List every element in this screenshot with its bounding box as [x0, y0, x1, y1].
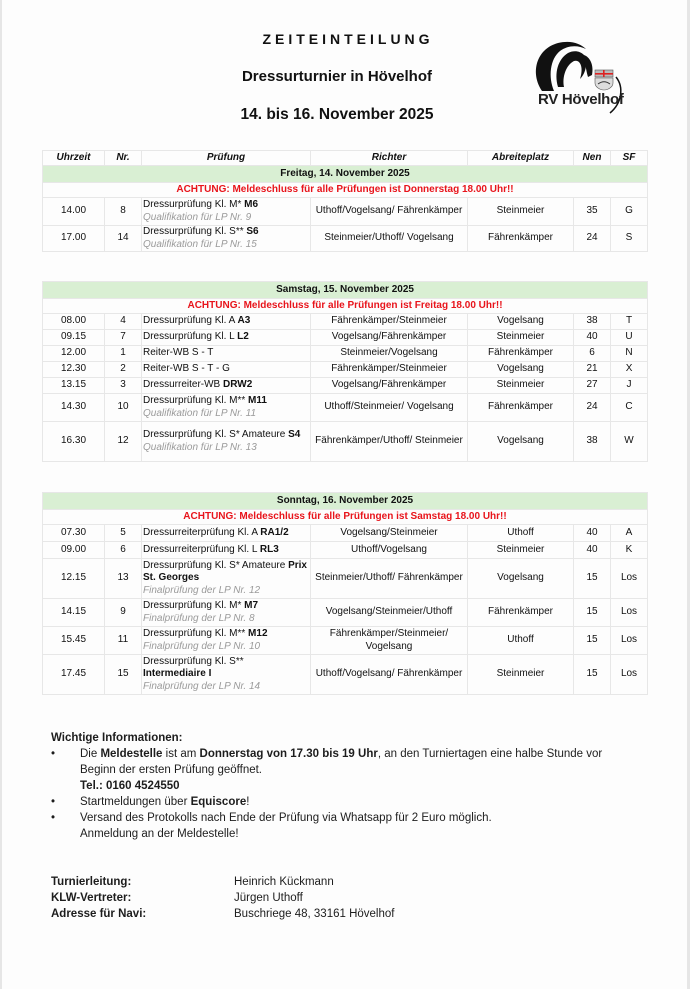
cell-richter: Uthoff/Steinmeier/ Vogelsang [311, 394, 468, 422]
cell-sf: T [611, 314, 648, 330]
cell-pruefung: Dressurprüfung Kl. A A3 [142, 314, 311, 330]
table-row [43, 422, 648, 462]
cell-abreiteplatz: Steinmeier [468, 542, 574, 559]
table-header-row [43, 151, 648, 166]
cell-abreiteplatz: Fährenkämper [468, 599, 574, 627]
cell-time: 12.00 [43, 346, 105, 362]
cell-abreiteplatz: Steinmeier [468, 198, 574, 226]
cell-pruefung: Dressurprüfung Kl. S** Intermediaire I Finalprüfung der LP Nr. 14 [142, 655, 311, 695]
page-title: ZEITEINTEILUNG [262, 31, 434, 47]
cell-nr: 11 [105, 627, 142, 655]
contact-row: Turnierleitung: Heinrich Kückmann [51, 876, 334, 888]
cell-nr: 15 [105, 655, 142, 695]
cell-time: 07.30 [43, 525, 105, 542]
cell-time: 08.00 [43, 314, 105, 330]
table-row [43, 330, 648, 346]
cell-sf: S [611, 226, 648, 252]
cell-sf: W [611, 422, 648, 462]
schedule-table-sunday [42, 492, 648, 695]
cell-richter: Vogelsang/Steinmeier/Uthoff [311, 599, 468, 627]
cell-nen: 27 [574, 378, 611, 394]
cell-time: 14.30 [43, 394, 105, 422]
logo-text: RV Hövelhof [538, 91, 624, 108]
cell-nr: 1 [105, 346, 142, 362]
cell-nr: 9 [105, 599, 142, 627]
cell-richter: Fährenkämper/Uthoff/ Steinmeier [311, 422, 468, 462]
cell-nr: 8 [105, 198, 142, 226]
cell-time: 14.15 [43, 599, 105, 627]
cell-abreiteplatz: Uthoff [468, 525, 574, 542]
table-row [43, 655, 648, 695]
table-row [43, 226, 648, 252]
cell-sf: Los [611, 599, 648, 627]
cell-sf: K [611, 542, 648, 559]
event-subtitle: Dressurturnier in Hövelhof [241, 68, 433, 85]
cell-pruefung: Dressurreiter-WB DRW2 [142, 378, 311, 394]
cell-sf: Los [611, 559, 648, 599]
cell-time: 14.00 [43, 198, 105, 226]
col-header-sf: SF [611, 151, 648, 166]
cell-sf: Los [611, 627, 648, 655]
deadline-warning: ACHTUNG: Meldeschluss für alle Prüfungen ist Freitag 18.00 Uhr!! [43, 299, 648, 314]
cell-nr: 3 [105, 378, 142, 394]
cell-nen: 15 [574, 599, 611, 627]
cell-pruefung: Reiter-WB S - T [142, 346, 311, 362]
cell-time: 17.00 [43, 226, 105, 252]
deadline-warning: ACHTUNG: Meldeschluss für alle Prüfungen ist Donnerstag 18.00 Uhr!! [43, 183, 648, 198]
cell-richter: Vogelsang/Fährenkämper [311, 330, 468, 346]
cell-richter: Fährenkämper/Steinmeier [311, 362, 468, 378]
cell-nen: 15 [574, 627, 611, 655]
deadline-warning: ACHTUNG: Meldeschluss für alle Prüfungen ist Samstag 18.00 Uhr!! [43, 510, 648, 525]
cell-abreiteplatz: Steinmeier [468, 655, 574, 695]
cell-richter: Uthoff/Vogelsang/ Fährenkämper [311, 655, 468, 695]
cell-nr: 2 [105, 362, 142, 378]
cell-richter: Steinmeier/Uthoff/ Fährenkämper [311, 559, 468, 599]
cell-nen: 21 [574, 362, 611, 378]
bullet-icon: • [51, 796, 56, 808]
cell-nr: 12 [105, 422, 142, 462]
cell-sf: J [611, 378, 648, 394]
cell-richter: Vogelsang/Steinmeier [311, 525, 468, 542]
table-row [43, 525, 648, 542]
cell-sf: X [611, 362, 648, 378]
cell-pruefung: Dressurprüfung Kl. M* M6 Qualifikation für LP Nr. 9 [142, 198, 311, 226]
table-row [43, 394, 648, 422]
cell-time: 12.30 [43, 362, 105, 378]
cell-nen: 24 [574, 226, 611, 252]
table-row [43, 198, 648, 226]
cell-nr: 4 [105, 314, 142, 330]
cell-nen: 40 [574, 525, 611, 542]
day-header: Samstag, 15. November 2025 [43, 282, 648, 299]
cell-abreiteplatz: Uthoff [468, 627, 574, 655]
cell-sf: A [611, 525, 648, 542]
contact-row: KLW-Vertreter: Jürgen Uthoff [51, 892, 303, 904]
day-header: Sonntag, 16. November 2025 [43, 493, 648, 510]
table-row [43, 542, 648, 559]
cell-pruefung: Dressurreiterprüfung Kl. L RL3 [142, 542, 311, 559]
cell-abreiteplatz: Vogelsang [468, 559, 574, 599]
cell-nen: 38 [574, 422, 611, 462]
cell-nr: 13 [105, 559, 142, 599]
cell-richter: Steinmeier/Uthoff/ Vogelsang [311, 226, 468, 252]
table-row [43, 362, 648, 378]
col-header-richter: Richter [311, 151, 468, 166]
cell-nen: 15 [574, 559, 611, 599]
info-item-startmeldungen: • Startmeldungen über Equiscore! [51, 796, 250, 808]
cell-sf: N [611, 346, 648, 362]
table-row [43, 378, 648, 394]
table-row [43, 346, 648, 362]
cell-sf: C [611, 394, 648, 422]
col-header-pruefung: Prüfung [142, 151, 311, 166]
cell-time: 15.45 [43, 627, 105, 655]
cell-nr: 6 [105, 542, 142, 559]
schedule-table-saturday [42, 281, 648, 462]
cell-richter: Fährenkämper/Steinmeier/ Vogelsang [311, 627, 468, 655]
cell-abreiteplatz: Vogelsang [468, 362, 574, 378]
cell-abreiteplatz: Fährenkämper [468, 346, 574, 362]
cell-pruefung: Reiter-WB S - T - G [142, 362, 311, 378]
cell-nen: 38 [574, 314, 611, 330]
bullet-icon: • [51, 812, 56, 824]
important-info [51, 730, 640, 842]
cell-pruefung: Dressurprüfung Kl. S* Amateure Prix St. Georges Finalprüfung der LP Nr. 12 [142, 559, 311, 599]
cell-nr: 10 [105, 394, 142, 422]
info-heading: Wichtige Informationen: [51, 732, 183, 744]
cell-abreiteplatz: Vogelsang [468, 422, 574, 462]
info-item-protokoll: • Versand des Protokolls nach Ende der Prüfung via Whatsapp für 2 Euro möglich. Anmeldung an der Meldestelle! [51, 812, 492, 840]
event-dates: 14. bis 16. November 2025 [240, 106, 434, 123]
cell-pruefung: Dressurprüfung Kl. L L2 [142, 330, 311, 346]
cell-nen: 24 [574, 394, 611, 422]
col-header-uhrzeit: Uhrzeit [43, 151, 105, 166]
cell-nen: 15 [574, 655, 611, 695]
col-header-nen: Nen [574, 151, 611, 166]
cell-time: 12.15 [43, 559, 105, 599]
cell-time: 09.00 [43, 542, 105, 559]
cell-nen: 35 [574, 198, 611, 226]
cell-time: 13.15 [43, 378, 105, 394]
cell-nen: 40 [574, 542, 611, 559]
phone-number: Tel.: 0160 4524550 [80, 780, 180, 792]
cell-sf: Los [611, 655, 648, 695]
cell-nr: 7 [105, 330, 142, 346]
cell-abreiteplatz: Fährenkämper [468, 394, 574, 422]
table-row [43, 599, 648, 627]
cell-richter: Vogelsang/Fährenkämper [311, 378, 468, 394]
cell-abreiteplatz: Steinmeier [468, 378, 574, 394]
cell-pruefung: Dressurprüfung Kl. S** S6 Qualifikation für LP Nr. 15 [142, 226, 311, 252]
cell-pruefung: Dressurprüfung Kl. M** M11 Qualifikation für LP Nr. 11 [142, 394, 311, 422]
cell-richter: Uthoff/Vogelsang/ Fährenkämper [311, 198, 468, 226]
table-row [43, 559, 648, 599]
contact-info [51, 874, 394, 922]
schedule-table-friday [42, 150, 648, 252]
table-row [43, 314, 648, 330]
cell-richter: Uthoff/Vogelsang [311, 542, 468, 559]
table-row [43, 627, 648, 655]
col-header-nr: Nr. [105, 151, 142, 166]
cell-abreiteplatz: Fährenkämper [468, 226, 574, 252]
cell-sf: G [611, 198, 648, 226]
cell-richter: Steinmeier/Vogelsang [311, 346, 468, 362]
cell-richter: Fährenkämper/Steinmeier [311, 314, 468, 330]
cell-nen: 6 [574, 346, 611, 362]
bullet-icon: • [51, 748, 56, 760]
cell-abreiteplatz: Vogelsang [468, 314, 574, 330]
cell-pruefung: Dressurprüfung Kl. S* Amateure S4 Qualifikation für LP Nr. 13 [142, 422, 311, 462]
col-header-abreiteplatz: Abreiteplatz [468, 151, 574, 166]
cell-nen: 40 [574, 330, 611, 346]
cell-time: 16.30 [43, 422, 105, 462]
cell-time: 09.15 [43, 330, 105, 346]
info-item-meldestelle: • Die Meldestelle ist am Donnerstag von 17.30 bis 19 Uhr, an den Turniertagen eine halbe Stunde vor Beginn der ersten Prüfung geöffnet. Tel.: 0160 4524550 [51, 748, 603, 792]
cell-abreiteplatz: Steinmeier [468, 330, 574, 346]
contact-row: Adresse für Navi: Buschriege 48, 33161 Hövelhof [51, 908, 395, 920]
day-header: Freitag, 14. November 2025 [43, 166, 648, 183]
cell-pruefung: Dressurreiterprüfung Kl. A RA1/2 [142, 525, 311, 542]
club-logo [528, 37, 636, 117]
cell-pruefung: Dressurprüfung Kl. M* M7 Finalprüfung der LP Nr. 8 [142, 599, 311, 627]
cell-time: 17.45 [43, 655, 105, 695]
cell-nr: 14 [105, 226, 142, 252]
cell-pruefung: Dressurprüfung Kl. M** M12 Finalprüfung der LP Nr. 10 [142, 627, 311, 655]
cell-nr: 5 [105, 525, 142, 542]
cell-sf: U [611, 330, 648, 346]
